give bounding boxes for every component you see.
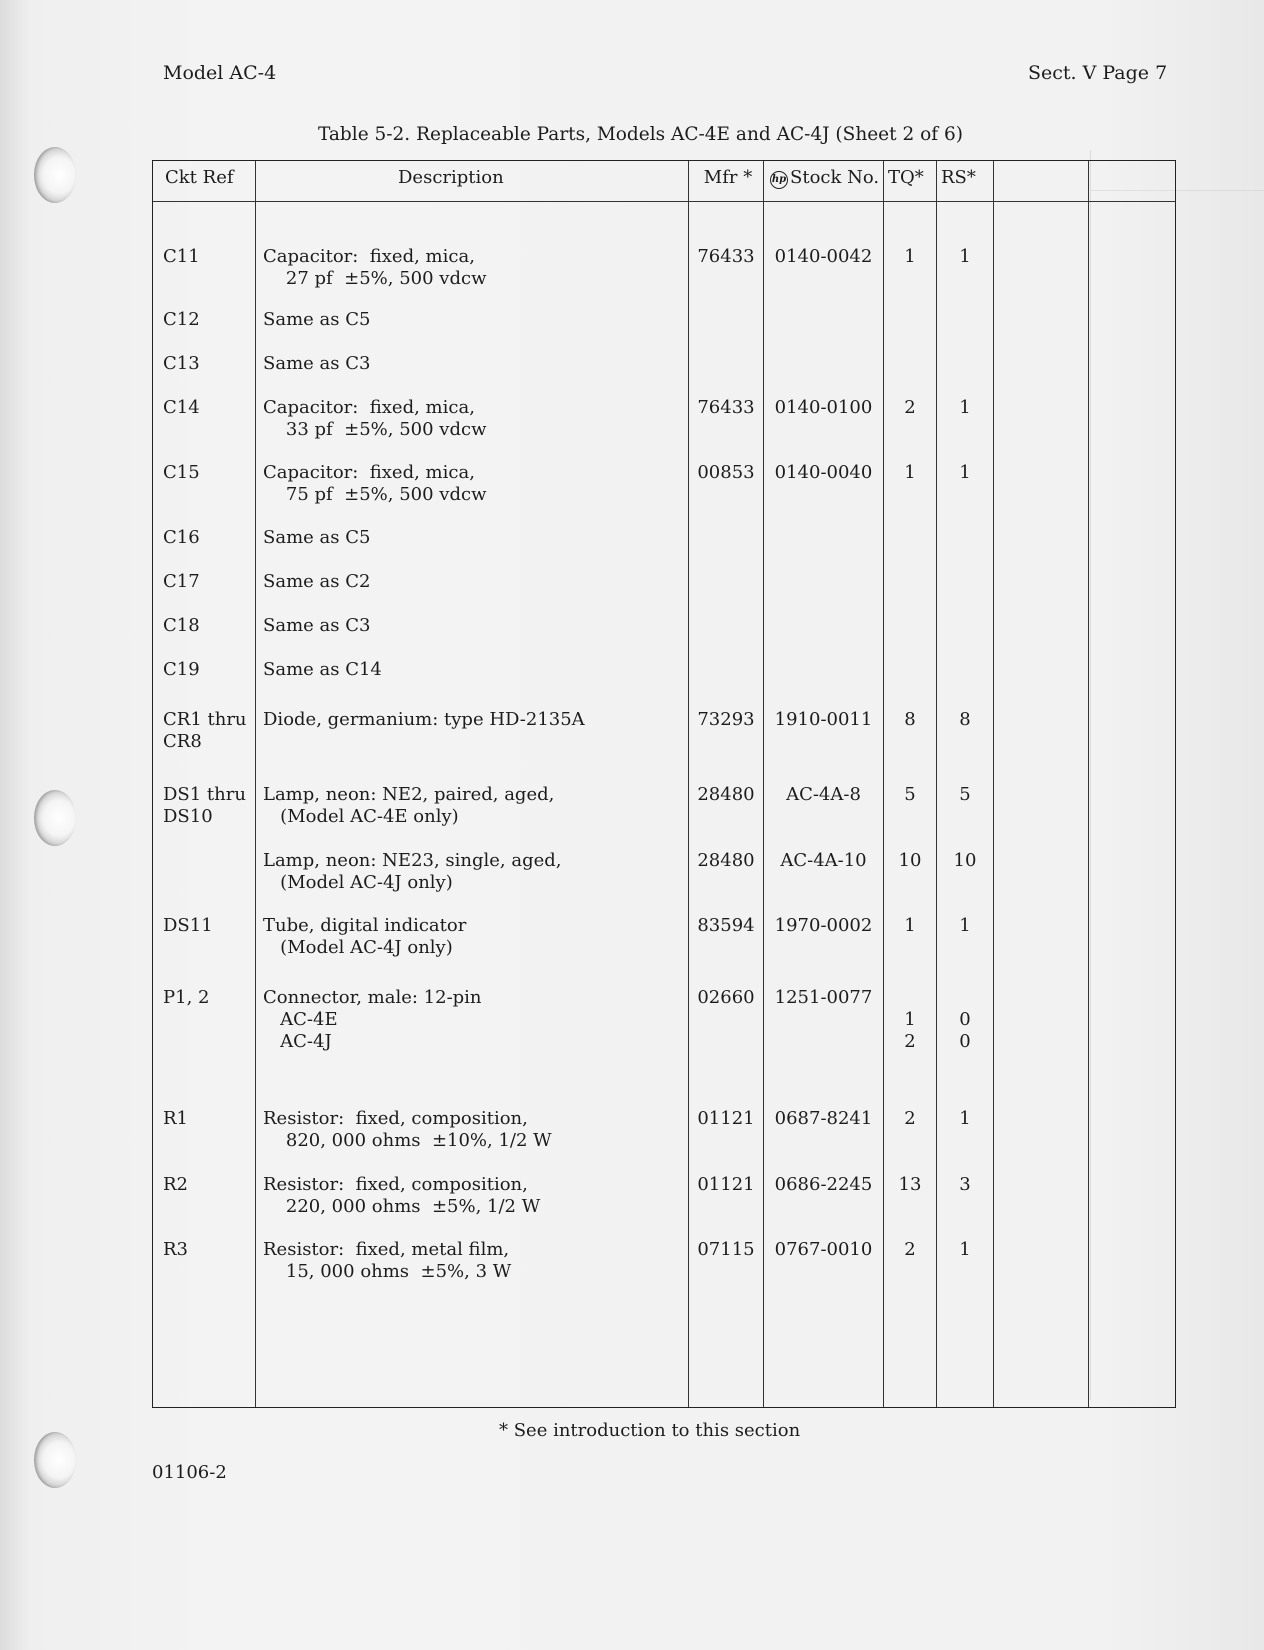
tq-cell: 10 (898, 850, 922, 871)
mfr-cell: 01121 (697, 1108, 755, 1129)
stock-no-cell: 0687-8241 (774, 1108, 873, 1129)
description-cell: Same as C14 (263, 659, 382, 680)
tq-cell: 2 (904, 1239, 916, 1260)
description-cell: Lamp, neon: NE23, single, aged, (Model AC-4J only) (263, 850, 562, 893)
ckt-ref-cell: CR1 thru CR8 (163, 709, 247, 752)
tq-cell: 13 (898, 1174, 922, 1195)
mfr-cell: 01121 (697, 1174, 755, 1195)
col-header-mfr: Mfr * (703, 167, 753, 188)
rs-cell: 10 (953, 850, 977, 871)
mfr-cell: 00853 (697, 462, 755, 483)
stock-no-cell: 0767-0010 (774, 1239, 873, 1260)
description-cell: Same as C5 (263, 527, 371, 548)
description-cell: Resistor: fixed, composition, 820, 000 ohms ±10%, 1/2 W (263, 1108, 552, 1151)
description-cell: Capacitor: fixed, mica, 75 pf ±5%, 500 vdcw (263, 462, 487, 505)
mfr-cell: 73293 (697, 709, 755, 730)
stock-no-cell: 1970-0002 (774, 915, 873, 936)
description-cell: Capacitor: fixed, mica, 27 pf ±5%, 500 vdcw (263, 246, 487, 289)
col-header-description: Description (398, 167, 504, 188)
rs-cell: 1 (959, 462, 971, 483)
col-header-ckt-ref: Ckt Ref (165, 167, 234, 188)
description-cell: Lamp, neon: NE2, paired, aged, (Model AC-4E only) (263, 784, 555, 827)
ckt-ref-cell: C12 (163, 309, 200, 330)
col-header-rs: RS* (941, 167, 976, 188)
tq-cell: 2 (904, 1108, 916, 1129)
description-cell: Resistor: fixed, composition, 220, 000 ohms ±5%, 1/2 W (263, 1174, 541, 1217)
rs-cell: 5 (959, 784, 971, 805)
ckt-ref-cell: C17 (163, 571, 200, 592)
ckt-ref-cell: R1 (163, 1108, 189, 1129)
binder-hole (34, 147, 76, 203)
col-header-stock-label: Stock No. (790, 167, 880, 188)
ckt-ref-cell: C14 (163, 397, 200, 418)
col-header-tq: TQ* (888, 167, 924, 188)
mfr-cell: 76433 (697, 397, 755, 418)
tq-cell: 1 2 (904, 1009, 916, 1052)
rs-cell: 8 (959, 709, 971, 730)
binder-hole (34, 790, 76, 846)
stock-no-cell: AC-4A-10 (780, 850, 867, 871)
stock-no-cell: 1910-0011 (774, 709, 873, 730)
ckt-ref-cell: C11 (163, 246, 200, 267)
parts-table (152, 160, 1176, 1408)
rs-cell: 3 (959, 1174, 971, 1195)
mfr-cell: 28480 (697, 850, 755, 871)
col-header-stock-no (770, 167, 879, 189)
description-cell: Same as C2 (263, 571, 371, 592)
stock-no-cell: 0686-2245 (774, 1174, 873, 1195)
tq-cell: 8 (904, 709, 916, 730)
ckt-ref-cell: C18 (163, 615, 200, 636)
ckt-ref-cell: C15 (163, 462, 200, 483)
section-page-header: Sect. V Page 7 (1028, 62, 1168, 84)
tq-cell: 1 (904, 915, 916, 936)
ckt-ref-cell: C16 (163, 527, 200, 548)
document-code: 01106-2 (152, 1462, 227, 1483)
model-header: Model AC-4 (163, 62, 277, 84)
rs-cell: 1 (959, 397, 971, 418)
hp-logo-icon: hp (770, 171, 788, 189)
description-cell: Same as C3 (263, 615, 371, 636)
mfr-cell: 83594 (697, 915, 755, 936)
rs-cell: 1 (959, 246, 971, 267)
mfr-cell: 07115 (697, 1239, 755, 1260)
ckt-ref-cell: P1, 2 (163, 987, 210, 1008)
footnote: * See introduction to this section (499, 1420, 801, 1441)
description-cell: Resistor: fixed, metal film, 15, 000 ohms ±5%, 3 W (263, 1239, 512, 1282)
tq-cell: 2 (904, 397, 916, 418)
description-cell: Same as C5 (263, 309, 371, 330)
stock-no-cell: AC-4A-8 (786, 784, 861, 805)
mfr-cell: 02660 (697, 987, 755, 1008)
description-cell: Capacitor: fixed, mica, 33 pf ±5%, 500 vdcw (263, 397, 487, 440)
ckt-ref-cell: R2 (163, 1174, 189, 1195)
ckt-ref-cell: DS11 (163, 915, 213, 936)
rs-cell: 1 (959, 1239, 971, 1260)
stock-no-cell: 0140-0100 (774, 397, 873, 418)
tq-cell: 1 (904, 462, 916, 483)
stock-no-cell: 0140-0040 (774, 462, 873, 483)
mfr-cell: 76433 (697, 246, 755, 267)
ckt-ref-cell: C19 (163, 659, 200, 680)
description-cell: Tube, digital indicator (Model AC-4J only) (263, 915, 467, 958)
stock-no-cell: 1251-0077 (774, 987, 873, 1008)
mfr-cell: 28480 (697, 784, 755, 805)
ckt-ref-cell: R3 (163, 1239, 189, 1260)
description-cell: Diode, germanium: type HD-2135A (263, 709, 585, 730)
description-cell: Same as C3 (263, 353, 371, 374)
rs-cell: 0 0 (959, 1009, 971, 1052)
table-title: Table 5-2. Replaceable Parts, Models AC-4E and AC-4J (Sheet 2 of 6) (318, 124, 963, 145)
stock-no-cell: 0140-0042 (774, 246, 873, 267)
binder-hole (34, 1432, 76, 1488)
rs-cell: 1 (959, 1108, 971, 1129)
tq-cell: 5 (904, 784, 916, 805)
tq-cell: 1 (904, 246, 916, 267)
rs-cell: 1 (959, 915, 971, 936)
description-cell: Connector, male: 12-pin AC-4E AC-4J (263, 987, 482, 1052)
ckt-ref-cell: DS1 thru DS10 (163, 784, 246, 827)
ckt-ref-cell: C13 (163, 353, 200, 374)
